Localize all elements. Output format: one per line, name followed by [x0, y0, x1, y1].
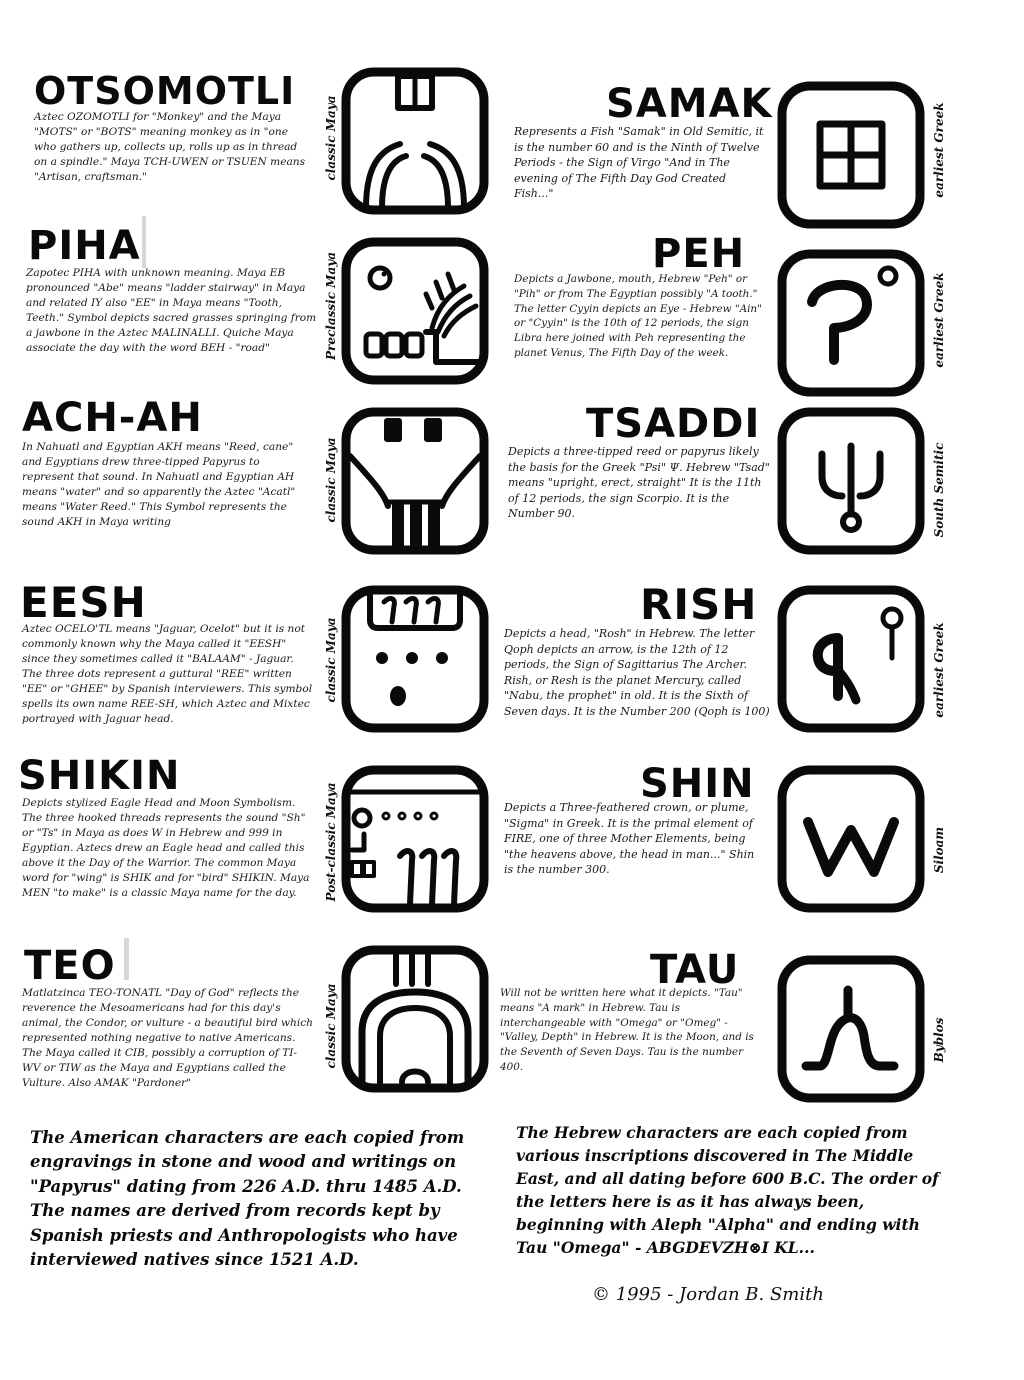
scan-mark	[124, 938, 129, 980]
heading-ach-ah: ACH-AH	[22, 395, 203, 441]
text-otsomotli: Aztec OZOMOTLI for "Monkey" and the Maya "MOTS" or "BOTS" meaning monkey as in "one who gathers up, collects up, rolls up as in thread on a spindle." Maya TCH-UWEN or TSUEN means "Artisan, craftsman."	[34, 111, 306, 184]
text-rish: Depicts a head, "Rosh" in Hebrew. The letter Qoph depicts an arrow, is the 12th of 12 periods, the Sign of Sagittarius The Archer. Rish, or Resh is the planet Mercury, called "Nabu, the prophet" in old. It is the Sixth of Seven days. It is the Number 200 (Qoph is 100)	[504, 627, 770, 719]
heading-rish: RISH	[640, 580, 758, 629]
label-otsomotli: classic Maya	[324, 95, 338, 181]
text-shikin: Depicts stylized Eagle Head and Moon Symbolism. The three hooked threads represents the sound "Sh" or "Ts" in Maya as does W in Hebrew and 999 in Egyptian. Aztecs drew an Eagle head and called this above it the Day of the Warrior. The common Maya word for "wing" is SHIK and for "bird" SHIKIN. Maya MEN "to make" is a classic Maya name for the day.	[22, 797, 310, 900]
label-rish: earliest Greek	[932, 622, 946, 718]
shikin-glyph	[340, 764, 490, 914]
label-piha: Preclassic Maya	[324, 252, 338, 360]
text-piha: Zapotec PIHA with unknown meaning. Maya EB pronounced "Abe" means "ladder stairway" in Maya and related IY also "EE" in Maya means "Tooth, Teeth." Symbol depicts sacred grasses springing from a jawbone in the Aztec MALINALLI. Quiche Maya associate the day with the word BEH - "road"	[26, 267, 317, 355]
label-shin: Siloam	[932, 826, 946, 874]
copyright: © 1995 - Jordan B. Smith	[592, 1284, 824, 1305]
heading-eesh: EESH	[20, 578, 147, 627]
heading-tau: TAU	[650, 947, 740, 993]
footer-hebrew-note: The Hebrew characters are each copied from various inscriptions discovered in The Middle East, and all dating before 600 B.C. The order of the letters here is as it has always been, beginning with Aleph "Alpha" and ending with Tau "Omega" - ABGDEVZH⊗I KL...	[516, 1123, 939, 1257]
label-teo: classic Maya	[324, 983, 338, 1069]
text-shin: Depicts a Three-feathered crown, or plume, "Sigma" in Greek. It is the primal element of FIRE, one of three Mother Elements, being "the heavens above, the head in man..." Shin is the number 300.	[504, 801, 755, 877]
label-ach-ah: classic Maya	[324, 437, 338, 523]
eesh-glyph	[340, 584, 490, 734]
heading-piha: PIHA	[28, 223, 141, 269]
shin-glyph	[776, 764, 926, 914]
otsomotli-glyph	[340, 66, 490, 216]
text-samak: Represents a Fish "Samak" in Old Semitic, it is the number 60 and is the Ninth of Twelve Periods - the Sign of Virgo "And in The evening of The Fifth Day God Created Fish..."	[514, 125, 764, 201]
heading-shin: SHIN	[640, 761, 755, 807]
achah-glyph	[340, 406, 490, 556]
text-ach-ah: In Nahuatl and Egyptian AKH means "Reed, cane" and Egyptians drew three-tipped Papyrus to represent that sound. In Nahuatl and Egyptian AH means "water" and so apparently the Aztec "Acatl" means "Water Reed." This Symbol represents the sound AKH in Maya writing	[22, 441, 296, 529]
heading-samak: SAMAK	[606, 81, 773, 127]
teo-glyph	[340, 944, 490, 1094]
tau-glyph	[776, 954, 926, 1104]
label-eesh: classic Maya	[324, 617, 338, 703]
text-eesh: Aztec OCELO'TL means "Jaguar, Ocelot" but it is not commonly known why the Maya called it "EESH" since they sometimes called it "BALAAM" - Jaguar. The three dots represent a guttural "REE" written "EE" or "GHEE" by Spanish interviewers. This symbol spells its own name REE-SH, which Aztec and Mixtec portrayed with Jaguar head.	[22, 623, 313, 726]
label-tau: Byblos	[932, 1017, 946, 1063]
text-peh: Depicts a Jawbone, mouth, Hebrew "Peh" or "Pih" or from The Egyptian possibly "A tooth." The letter Cyyin depicts an Eye - Hebrew "Ain" or "Cyyin" is the 10th of 12 periods, the sign Libra here joined with Peh representing the planet Venus, The Fifth Day of the week.	[514, 273, 762, 359]
peh-glyph	[776, 248, 926, 398]
text-tsaddi: Depicts a three-tipped reed or papyrus likely the basis for the Greek "Psi" Ψ. Hebrew "Tsad" means "upright, erect, straight" It is the 11th of 12 periods, the sign Scorpio. It is the Number 90.	[508, 445, 770, 521]
label-shikin: Post-classic Maya	[324, 782, 338, 902]
label-peh: earliest Greek	[932, 272, 946, 368]
tsaddi-glyph	[776, 406, 926, 556]
label-samak: earliest Greek	[932, 102, 946, 198]
heading-shikin: SHIKIN	[18, 753, 181, 799]
heading-teo: TEO	[24, 943, 116, 989]
heading-otsomotli: OTSOMOTLI	[34, 69, 296, 113]
rish-glyph	[776, 584, 926, 734]
text-teo: Matlatzinca TEO-TONATL "Day of God" reflects the reverence the Mesoamericans had for this day's animal, the Condor, or vulture - a beautiful bird which represented nothing negative to native Americans. The Maya called it CIB, possibly a corruption of TI-WV or TIW as the Maya and Egyptians called the Vulture. Also AMAK "Pardoner"	[22, 987, 313, 1090]
piha-glyph	[340, 236, 490, 386]
footer-american-note: The American characters are each copied from engravings in stone and wood and writings on "Papyrus" dating from 226 A.D. thru 1485 A.D. The names are derived from records kept by Spanish priests and Anthropologists who have interviewed natives since 1521 A.D.	[30, 1128, 465, 1270]
text-tau: Will not be written here what it depicts. "Tau" means "A mark" in Hebrew. Tau is interchangeable with "Omega" or "Omeg" - "Valley, Depth" in Hebrew. It is the Moon, and is the Seventh of Seven Days. Tau is the number 400.	[500, 987, 754, 1073]
scan-mark	[142, 216, 146, 268]
samak-glyph	[776, 80, 926, 230]
heading-peh: PEH	[652, 231, 746, 277]
label-tsaddi: South Semitic	[932, 442, 946, 538]
heading-tsaddi: TSADDI	[586, 401, 761, 447]
